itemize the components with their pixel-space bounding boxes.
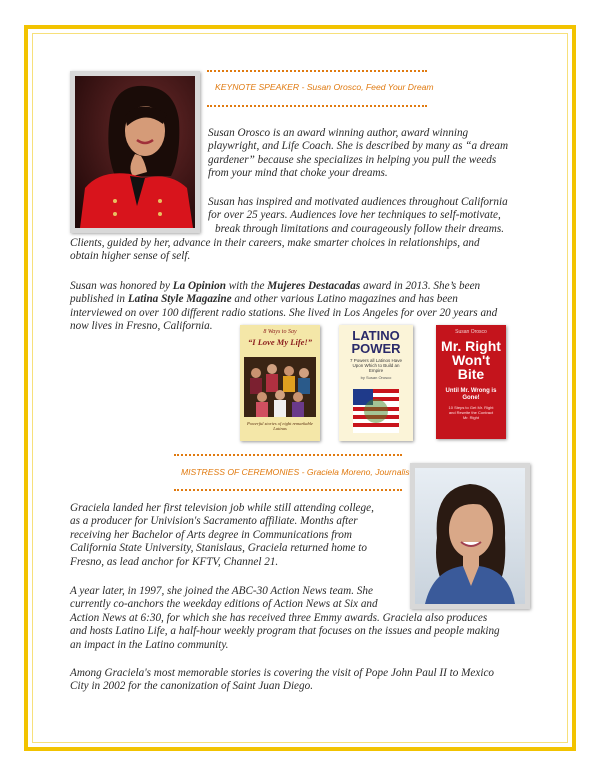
keynote-top-rule	[207, 70, 427, 72]
book-cover-mr-right: Susan Orosco Mr. Right Won't Bite Until Mr. Wrong is Gone! 10 Steps to Get Mr. Right and Rewrite the Contract Mr. Right	[436, 325, 506, 439]
mistress-heading: MISTRESS OF CEREMONIES - Graciela Moreno, Journalist	[181, 467, 412, 477]
book-cover-latino-power: LATINO POWER 7 Powers all Latinos Have Upon Which to Build an Empire by Susan Orosco	[339, 325, 413, 441]
book-cover-8-ways: 8 Ways to Say “I Love My Life!” Powerful stories of eight remarkable Latinas	[240, 325, 320, 441]
keynote-paragraph-3: Susan was honored by La Opinion with the Mujeres Destacadas award in 2013. She’s been published in Latina Style Magazine and other various Latino magazines and has been interviewed on over 100 different radio stations. She lived in Los Angeles for over 20 years and now lives in Fresno, California.	[70, 280, 498, 333]
mistress-paragraph-2-cont: Action News at 6:30, for which she has received three Emmy awards. Graciela also produces and hosts Latino Life, a half-hour weekly program that focuses on the issues and people making an impact in the Latino community.	[70, 612, 500, 651]
keynote-heading: KEYNOTE SPEAKER - Susan Orosco, Feed Your Dream	[215, 82, 434, 92]
mistress-paragraph-2: A year later, in 1997, she joined the ABC-30 Action News team. She currently co-anchors the weekday editions of Action News at Six and	[70, 585, 378, 611]
keynote-bottom-rule	[207, 105, 427, 107]
susan-orosco-photo	[70, 71, 200, 233]
mistress-paragraph-3: Among Graciela's most memorable stories is covering the visit of Pope John Paul II to Mexico City in 2002 for the canonization of Saint Juan Diego.	[70, 667, 495, 693]
mistress-paragraph-1: Graciela landed her first television job while still attending college, as a producer for Univision's Sacramento affiliate. Months after receiving her Bachelor of Arts degree in Communications from California State University, Stanislaus, Graciela returned home to Fresno, as lead anchor for KFTV, Channel 21.	[70, 502, 374, 568]
keynote-paragraph-2: Susan has inspired and motivated audiences throughout California for over 25 years. Audiences love her techniques to self-motivate, break through limitations and courageously follow their dreams.	[208, 196, 508, 235]
keynote-paragraph-1: Susan Orosco is an award winning author, award winning playwright, and Life Coach. She is described by many as “a dream gardener” because she specializes in helping you pull the weeds from your mind that choke your dreams.	[208, 127, 509, 180]
graciela-moreno-photo	[410, 463, 530, 609]
mistress-bottom-rule	[174, 489, 402, 491]
mistress-top-rule	[174, 454, 402, 456]
keynote-paragraph-2-cont: Clients, guided by her, advance in their careers, make smarter choices in relationships, and obtain higher sense of self.	[70, 237, 480, 263]
